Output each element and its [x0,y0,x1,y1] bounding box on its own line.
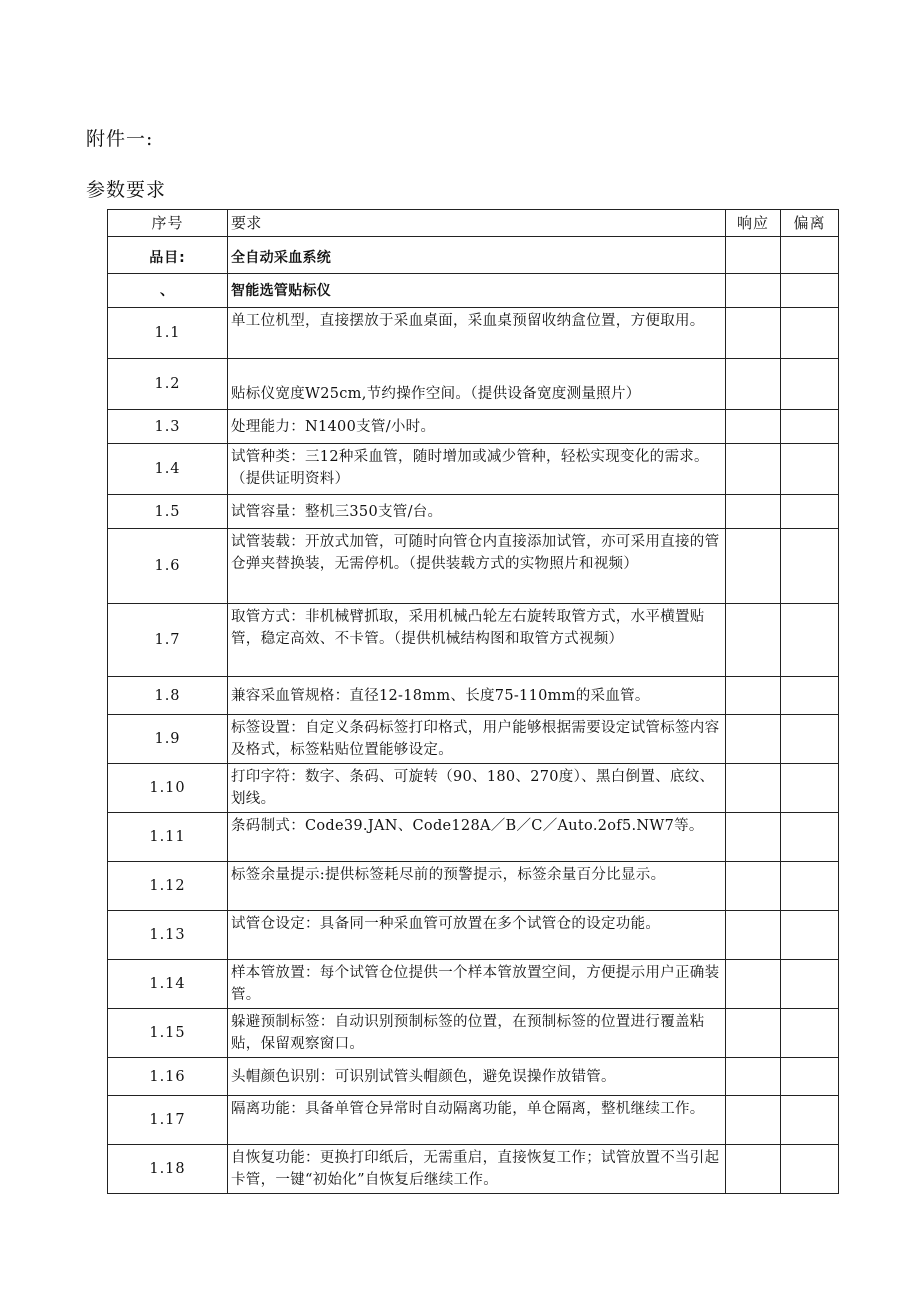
row-num: 1.7 [108,604,228,677]
deviation-cell [781,862,839,911]
table-row [108,495,839,529]
deviation-cell [781,960,839,1009]
row-num: 1.9 [108,715,228,764]
row-num: 1.12 [108,862,228,911]
row-req: 样本管放置：每个试管仓位提供一个样本管放置空间，方便提示用户正确装管。 [228,960,726,1009]
row-num: 1.6 [108,529,228,604]
table-row [108,410,839,444]
subcategory-row [108,274,839,308]
response-cell [726,274,781,308]
table-row [108,1009,839,1058]
row-req: 标签余量提示:提供标签耗尽前的预警提示，标签余量百分比显示。 [228,862,726,911]
response-cell [726,813,781,862]
row-num: 1.14 [108,960,228,1009]
deviation-cell [781,359,839,410]
table-row [108,1096,839,1145]
response-cell [726,604,781,677]
row-req: 试管仓设定：具备同一种采血管可放置在多个试管仓的设定功能。 [228,911,726,960]
deviation-cell [781,764,839,813]
response-cell [726,308,781,359]
row-req: 自恢复功能：更换打印纸后，无需重启，直接恢复工作；试管放置不当引起卡管，一键“初始化”自恢复后继续工作。 [228,1145,726,1194]
table-row [108,529,839,604]
deviation-cell [781,308,839,359]
response-cell [726,677,781,715]
deviation-cell [781,1096,839,1145]
response-cell [726,715,781,764]
table-header-row [108,210,839,237]
table-row [108,359,839,410]
row-req: 贴标仪宽度W25cm,节约操作空间。（提供设备宽度测量照片） [228,359,726,410]
deviation-cell [781,813,839,862]
row-req: 头帽颜色识别：可识别试管头帽颜色，避免误操作放错管。 [228,1058,726,1096]
table-row [108,604,839,677]
response-cell [726,410,781,444]
response-cell [726,495,781,529]
category-label: 品目: [108,237,228,274]
response-cell [726,764,781,813]
row-req: 处理能力：N1400支管/小时。 [228,410,726,444]
deviation-cell [781,1009,839,1058]
header-num: 序号 [108,210,228,237]
deviation-cell [781,444,839,495]
row-num: 1.18 [108,1145,228,1194]
row-req: 标签设置：自定义条码标签打印格式，用户能够根据需要设定试管标签内容及格式，标签粘贴位置能够设定。 [228,715,726,764]
row-num: 1.17 [108,1096,228,1145]
deviation-cell [781,410,839,444]
header-resp: 响应 [726,210,781,237]
table-row [108,308,839,359]
row-num: 1.10 [108,764,228,813]
row-num: 1.15 [108,1009,228,1058]
row-num: 1.13 [108,911,228,960]
row-req: 打印字符：数字、条码、可旋转（90、180、270度）、黑白倒置、底纹、划线。 [228,764,726,813]
deviation-cell [781,274,839,308]
table-row [108,911,839,960]
row-num: 1.8 [108,677,228,715]
table-row [108,1058,839,1096]
header-dev: 偏离 [781,210,839,237]
deviation-cell [781,911,839,960]
row-req: 取管方式：非机械臂抓取，采用机械凸轮左右旋转取管方式，水平横置贴管，稳定高效、不卡管。（提供机械结构图和取管方式视频） [228,604,726,677]
row-req: 单工位机型，直接摆放于采血桌面，采血桌预留收纳盒位置，方便取用。 [228,308,726,359]
row-num: 1.11 [108,813,228,862]
row-req: 躲避预制标签：自动识别预制标签的位置，在预制标签的位置进行覆盖粘贴，保留观察窗口。 [228,1009,726,1058]
table-row [108,960,839,1009]
deviation-cell [781,715,839,764]
table-row [108,764,839,813]
response-cell [726,1009,781,1058]
deviation-cell [781,529,839,604]
response-cell [726,862,781,911]
subcategory-label: 、 [108,274,228,308]
row-req: 条码制式：Code39.JAN、Code128A／B／C／Auto.2of5.NW7等。 [228,813,726,862]
row-num: 1.3 [108,410,228,444]
category-name: 全自动采血系统 [228,237,726,274]
response-cell [726,960,781,1009]
deviation-cell [781,1058,839,1096]
row-num: 1.2 [108,359,228,410]
table-row [108,444,839,495]
parameter-table [107,209,839,1194]
row-num: 1.4 [108,444,228,495]
attachment-heading: 附件一: [86,128,154,150]
row-req: 试管种类：三12种采血管，随时增加或减少管种，轻松实现变化的需求。（提供证明资料） [228,444,726,495]
row-req: 试管容量：整机三350支管/台。 [228,495,726,529]
response-cell [726,1058,781,1096]
response-cell [726,444,781,495]
section-heading: 参数要求 [86,179,167,201]
table-row [108,813,839,862]
row-num: 1.1 [108,308,228,359]
header-req: 要求 [228,210,726,237]
response-cell [726,359,781,410]
deviation-cell [781,1145,839,1194]
deviation-cell [781,604,839,677]
response-cell [726,1096,781,1145]
row-req: 试管装载：开放式加管，可随时向管仓内直接添加试管，亦可采用直接的管仓弹夹替换装，无需停机。（提供装载方式的实物照片和视频） [228,529,726,604]
response-cell [726,911,781,960]
response-cell [726,529,781,604]
deviation-cell [781,677,839,715]
deviation-cell [781,495,839,529]
row-num: 1.5 [108,495,228,529]
row-num: 1.16 [108,1058,228,1096]
table-row [108,862,839,911]
table-row [108,715,839,764]
row-req: 兼容采血管规格：直径12-18mm、长度75-110mm的采血管。 [228,677,726,715]
row-req: 隔离功能：具备单管仓异常时自动隔离功能，单仓隔离，整机继续工作。 [228,1096,726,1145]
response-cell [726,237,781,274]
table-row [108,677,839,715]
response-cell [726,1145,781,1194]
table-row [108,1145,839,1194]
deviation-cell [781,237,839,274]
category-row [108,237,839,274]
subcategory-name: 智能选管贴标仪 [228,274,726,308]
